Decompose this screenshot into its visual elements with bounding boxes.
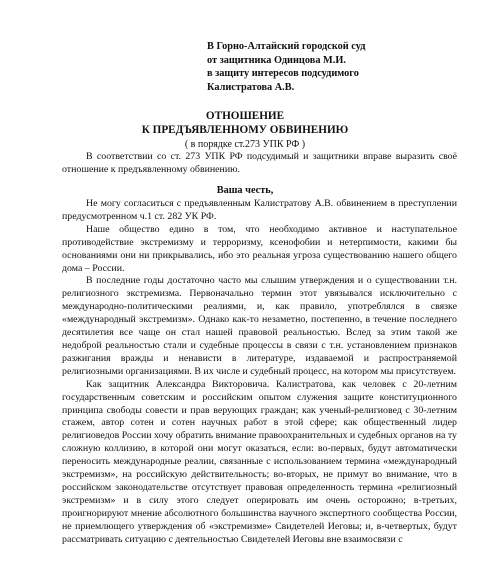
- addressee-court: В Горно-Алтайский городской суд: [207, 41, 366, 52]
- paragraph-4: Как защитник Александра Викторовича. Калистратова, как человек с 20-летним государственным советским и российским опытом служения защите конституционного принципа свободы совести и прав верующих граждан; как ученый-религиовед с 30-летним стажем, автор сотен и сотен научных работ в этой сфере; как общественный лидер религиоведов России хочу обратить внимание правоохранительных и судебных органов на ту сложную коллизию, в которой они могут оказаться, если: во-первых, будут автоматически переносить международные реалии, связанные с использованием термина «международный экстремизм», на российскую действительность; во-вторых, не примут во внимание, что в российском законодательстве отсутствует правовая определенность термина «религиозный экстремизм» и в силу этого следует оперировать им очень осторожно; в-третьих, проигнорируют мнение абсолютного большинства научного экспертного сообщества России, не приемлющего утверждения об «экстремизме» Свидетелей Иеговы; и, в-четвертых, будут рассматривать ситуацию с деятельностью Свидетелей Иеговы вне взаимосвязи с: [62, 378, 457, 545]
- document-title-second-line: К ПРЕДЪЯВЛЕННОМУ ОБВИНЕНИЮ: [141, 124, 349, 136]
- body-text: [62, 198, 457, 546]
- addressee-defendant: Калистратова А.В.: [207, 81, 295, 93]
- paragraph-3: В последние годы достаточно часто мы слышим утверждения и о существовании т.н. религиозного экстремизма. Первоначально термин этот увязывался исключительно с международно-политическими реалиями, и, как правило, употреблялся в связке «международный экстремизм». Однако как-то незаметно, постепенно, в течение последнего десятилетия все чаще он стал нашей правовой реальностью. Вслед за этим такой же недоброй реальностью стали и судебные процессы в связи с т.н. установлением признаков разжигания вражды и ненависти в литературе, издаваемой и распространяемой религиозными организациями. В их числе и судебный процесс, на котором мы присутствуем.: [62, 275, 457, 377]
- addressee-block: [207, 40, 477, 94]
- document-title: ОТНОШЕНИЕ: [205, 110, 285, 122]
- salutation: Ваша честь,: [216, 185, 274, 196]
- intro-block: [62, 151, 457, 177]
- paragraph-1: Не могу согласиться с предъявленным Калистратову А.В. обвинением в преступлении предусмотренном ч.1 ст. 282 УК РФ.: [62, 198, 457, 222]
- document-subtitle: ( в порядке ст.273 УПК РФ ): [184, 139, 306, 150]
- paragraph-2: Наше общество едино в том, что необходимо активное и наступательное противодействие экстремизму и терроризму, ксенофобии и нетерпимости, какими бы основаниями они ни прикрывались, ибо это реальная угроза существованию нашего общего дома – России.: [62, 223, 457, 274]
- addressee-from: от защитника Одинцова М.И.: [207, 54, 346, 66]
- intro-paragraph: В соответствии со ст. 273 УПК РФ подсудимый и защитники вправе выразить своё отношение к предъявленному обвинению.: [62, 151, 457, 175]
- addressee-purpose: в защиту интересов подсудимого: [207, 68, 359, 79]
